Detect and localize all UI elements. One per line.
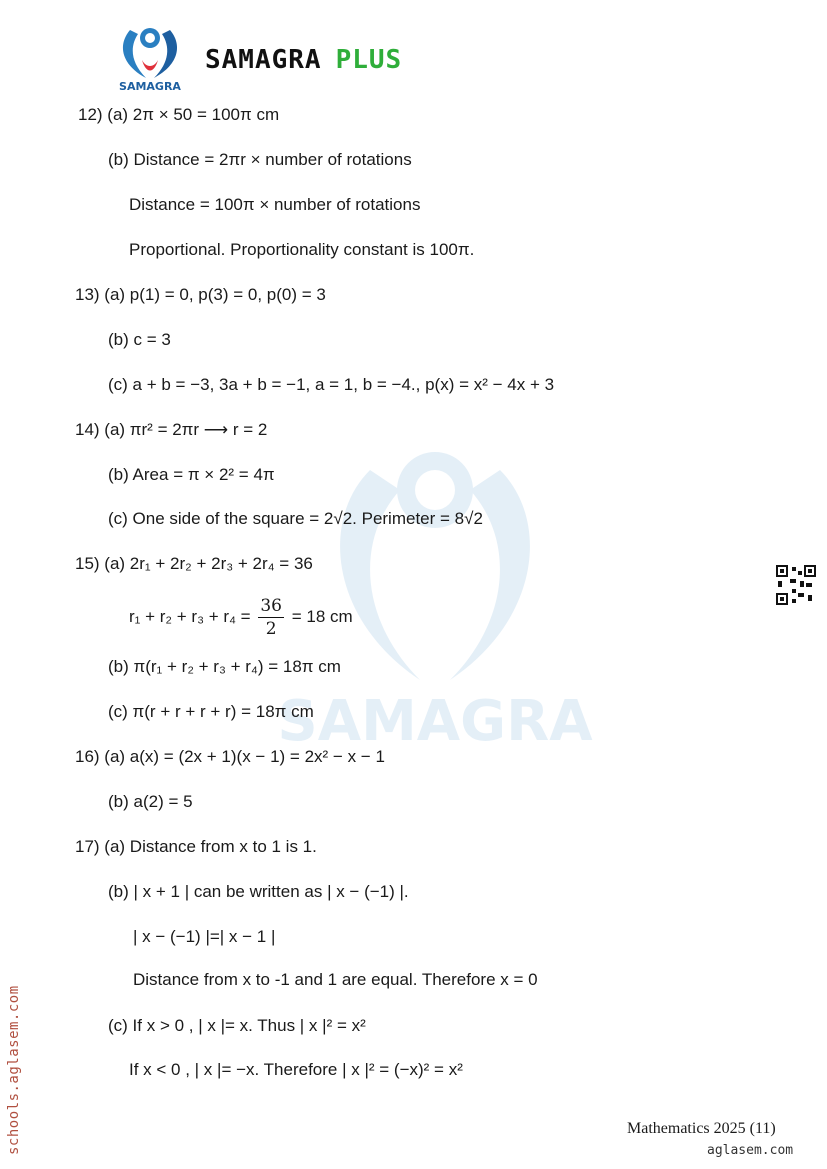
answer-15c: (c) π(r + r + r + r) = 18π cm	[108, 702, 314, 721]
answer-13a: 13) (a) p(1) = 0, p(3) = 0, p(0) = 3	[75, 285, 326, 304]
fraction-numerator: 36	[260, 596, 282, 616]
svg-text:SAMAGRA: SAMAGRA	[119, 80, 181, 93]
fraction	[258, 595, 284, 640]
qr-code[interactable]	[776, 565, 816, 605]
answer-14a: 14) (a) πr² = 2πr ⟶ r = 2	[75, 420, 268, 439]
answer-15b: (b) π(r₁ + r₂ + r₃ + r₄) = 18π cm	[108, 657, 341, 676]
answer-17b-line3: Distance from x to -1 and 1 are equal. Therefore x = 0	[133, 970, 538, 989]
brand-title	[205, 45, 402, 75]
answer-16b: (b) a(2) = 5	[108, 792, 193, 811]
answer-13b: (b) c = 3	[108, 330, 171, 349]
answer-14b: (b) Area = π × 2² = 4π	[108, 465, 275, 484]
answer-12a: 12) (a) 2π × 50 = 100π cm	[78, 105, 280, 124]
brand-plus: PLUS	[335, 45, 403, 75]
brand-main: SAMAGRA	[205, 45, 322, 75]
answer-15a-right: = 18 cm	[286, 606, 353, 626]
answer-14c: (c) One side of the square = 2√2. Perimeter = 8√2	[108, 509, 483, 528]
answer-12b-line3: Proportional. Proportionality constant is 100π.	[129, 240, 475, 259]
answer-13c: (c) a + b = −3, 3a + b = −1, a = 1, b = −4., p(x) = x² − 4x + 3	[108, 375, 555, 394]
answer-12b: (b) Distance = 2πr × number of rotations	[108, 150, 412, 169]
side-watermark-url: schools.aglasem.com	[6, 985, 22, 1155]
answer-17c: (c) If x > 0 , | x |= x. Thus | x |² = x²	[108, 1016, 366, 1035]
site-watermark: aglasem.com	[707, 1143, 794, 1158]
answer-15a-line2	[129, 595, 353, 640]
svg-text:SAMAGRA: SAMAGRA	[277, 689, 593, 754]
answer-15a: 15) (a) 2r₁ + 2r₂ + 2r₃ + 2r₄ = 36	[75, 554, 313, 573]
page-footer: Mathematics 2025 (11)	[627, 1120, 776, 1137]
answer-15a-left: r₁ + r₂ + r₃ + r₄ =	[129, 606, 256, 626]
answer-17b-line2: | x − (−1) |=| x − 1 |	[133, 927, 276, 946]
samagra-logo	[112, 24, 188, 94]
answer-12b-line2: Distance = 100π × number of rotations	[129, 195, 421, 214]
answer-16a: 16) (a) a(x) = (2x + 1)(x − 1) = 2x² − x − 1	[75, 747, 385, 766]
answer-17a: 17) (a) Distance from x to 1 is 1.	[75, 837, 317, 856]
answer-17c-line2: If x < 0 , | x |= −x. Therefore | x |² = (−x)² = x²	[129, 1060, 463, 1079]
fraction-denominator: 2	[265, 619, 277, 639]
answer-17b: (b) | x + 1 | can be written as | x − (−1) |.	[108, 882, 409, 901]
